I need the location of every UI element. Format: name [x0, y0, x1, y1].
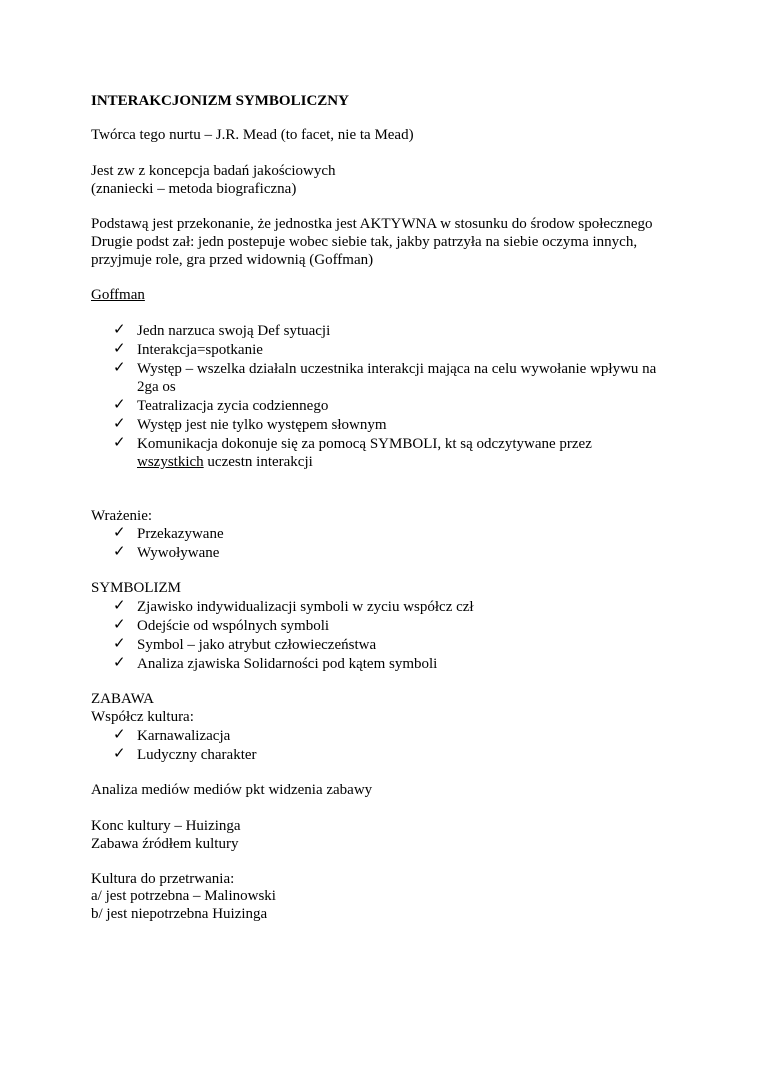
- check-icon: ✓: [113, 341, 126, 357]
- symbolizm-heading: SYMBOLIZM: [91, 580, 182, 596]
- list-item: Interakcja=spotkanie: [137, 342, 263, 358]
- check-icon: ✓: [113, 435, 126, 451]
- basis-line-3: przyjmuje role, gra przed widownią (Goffman): [91, 252, 374, 268]
- check-icon: ✓: [113, 746, 126, 762]
- zabawa-heading: ZABAWA: [91, 691, 154, 707]
- konc-line-1: Konc kultury – Huizinga: [91, 818, 241, 834]
- basis-line-2: Drugie podst zał: jedn postepuje wobec siebie tak, jakby patrzyła na siebie oczyma innych,: [91, 234, 638, 250]
- document-title: INTERAKCJONIZM SYMBOLICZNY: [91, 93, 349, 109]
- check-icon: ✓: [113, 617, 126, 633]
- list-item: Zjawisko indywidualizacji symboli w zyciu współcz czł: [137, 599, 474, 615]
- list-item: Wywoływane: [137, 545, 220, 561]
- creator-line: Twórca tego nurtu – J.R. Mead (to facet, nie ta Mead): [91, 127, 414, 143]
- list-item-continuation: [137, 453, 313, 471]
- survival-heading: Kultura do przetrwania:: [91, 871, 235, 887]
- check-icon: ✓: [113, 525, 126, 541]
- check-icon: ✓: [113, 636, 126, 652]
- list-item: Teatralizacja zycia codziennego: [137, 398, 329, 414]
- check-icon: ✓: [113, 655, 126, 671]
- list-item: Jedn narzuca swoją Def sytuacji: [137, 323, 331, 339]
- check-icon: ✓: [113, 544, 126, 560]
- survival-a: a/ jest potrzebna – Malinowski: [91, 888, 276, 904]
- check-icon: ✓: [113, 598, 126, 614]
- list-item-continuation: 2ga os: [137, 379, 176, 395]
- list-item: Występ jest nie tylko występem słownym: [137, 417, 387, 433]
- media-line: Analiza mediów mediów pkt widzenia zabawy: [91, 782, 373, 798]
- konc-line-2: Zabawa źródłem kultury: [91, 836, 239, 852]
- list-item: Przekazywane: [137, 526, 224, 542]
- basis-line-1: Podstawą jest przekonanie, że jednostka jest AKTYWNA w stosunku do środow społecznego: [91, 216, 653, 232]
- list-item: Symbol – jako atrybut człowieczeństwa: [137, 637, 377, 653]
- survival-b: b/ jest niepotrzebna Huizinga: [91, 906, 268, 922]
- list-item: Karnawalizacja: [137, 728, 231, 744]
- check-icon: ✓: [113, 360, 126, 376]
- list-item: Ludyczny charakter: [137, 747, 257, 763]
- biographic-method-line: (znaniecki – metoda biograficzna): [91, 181, 297, 197]
- underlined-word: wszystkich: [137, 454, 204, 470]
- list-item: Odejście od wspólnych symboli: [137, 618, 330, 634]
- continuation-text: uczestn interakcji: [203, 454, 313, 470]
- list-item: Komunikacja dokonuje się za pomocą SYMBOLI, kt są odczytywane przez: [137, 436, 592, 452]
- wrazenie-heading: Wrażenie:: [91, 508, 153, 524]
- goffman-heading: Goffman: [91, 287, 145, 303]
- list-item: Występ – wszelka działaln uczestnika interakcji mająca na celu wywołanie wpływu na: [137, 361, 657, 377]
- list-item: Analiza zjawiska Solidarności pod kątem symboli: [137, 656, 438, 672]
- check-icon: ✓: [113, 727, 126, 743]
- check-icon: ✓: [113, 397, 126, 413]
- check-icon: ✓: [113, 322, 126, 338]
- zabawa-subheading: Współcz kultura:: [91, 709, 194, 725]
- check-icon: ✓: [113, 416, 126, 432]
- qualitative-line: Jest zw z koncepcja badań jakościowych: [91, 163, 336, 179]
